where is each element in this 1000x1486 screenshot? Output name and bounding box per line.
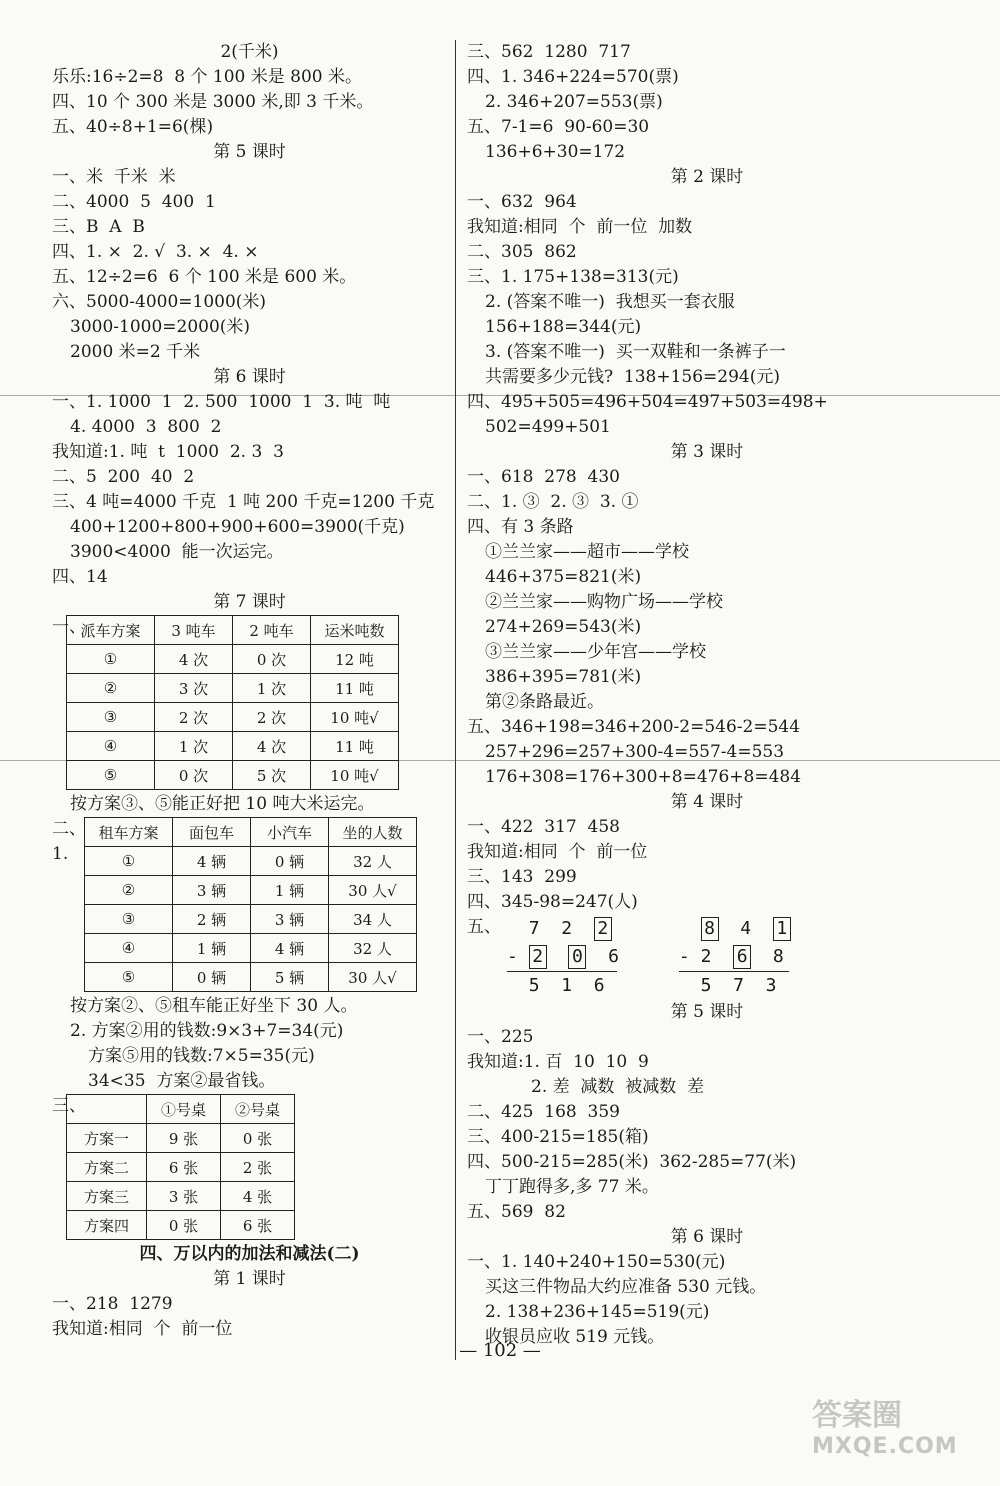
digit: 8	[772, 946, 784, 967]
section-heading: 第 1 课时	[213, 1269, 286, 1289]
table-cell: 2 次	[233, 703, 311, 732]
text-line: 四、500-215=285(米) 362-285=77(米)	[467, 1152, 797, 1172]
table-cell: 3 辆	[173, 876, 251, 905]
text-line: 34<35 方案②最省钱。	[88, 1071, 276, 1091]
section-heading: 第 5 课时	[670, 1002, 744, 1022]
table-cell: 3 吨车	[155, 616, 233, 645]
table-cell: 方案二	[67, 1153, 147, 1182]
text-line: 第②条路最近。	[485, 692, 604, 712]
digit: 2	[700, 946, 712, 967]
right-column	[467, 40, 947, 1350]
text-line: 2. 差 减数 被减数 差	[531, 1077, 705, 1097]
text-line: 一、1. 1000 1 2. 500 1000 1 3. 吨 吨	[52, 392, 391, 412]
text-line: 五、569 82	[467, 1202, 566, 1222]
table-cell: 小汽车	[251, 818, 329, 847]
text-line: 三、400-215=185(箱)	[467, 1127, 649, 1147]
table-cell: 3 辆	[251, 905, 329, 934]
text-line: 446+375=821(米)	[485, 567, 642, 587]
table-cell: 1 次	[155, 732, 233, 761]
table-block	[52, 817, 447, 992]
unit-heading-text: 四、万以内的加法和减法(二)	[139, 1244, 360, 1264]
table-cell: 0 张	[147, 1211, 221, 1240]
table-cell: ⑤	[85, 963, 173, 992]
text-line: 2. 方案②用的钱数:9×3+7=34(元)	[70, 1021, 344, 1041]
table-label: 一、	[52, 617, 86, 637]
text-line: 三、1. 175+138=313(元)	[467, 267, 679, 287]
text-line: 按方案②、⑤租车能正好坐下 30 人。	[70, 996, 358, 1016]
text-line: 五、7-1=6 90-60=30	[467, 117, 650, 137]
table-cell: 11 吨	[311, 732, 399, 761]
table-cell: 4 张	[221, 1182, 295, 1211]
text-line: 502=499+501	[485, 417, 611, 437]
text-line: ②兰兰家——购物广场——学校	[485, 592, 723, 612]
digit: 7	[528, 918, 540, 939]
watermark-line1: 答案圈	[812, 1398, 902, 1433]
table-cell: ③	[67, 703, 155, 732]
table-row	[85, 847, 417, 876]
text-line: 一、225	[467, 1027, 534, 1047]
table-cell: 2 张	[221, 1153, 295, 1182]
table-cell: 6 张	[221, 1211, 295, 1240]
table-row	[85, 876, 417, 905]
dispatch-table	[66, 615, 399, 790]
table-cell: 4 辆	[251, 934, 329, 963]
table-cell: 0 张	[221, 1124, 295, 1153]
subtraction-row	[507, 972, 619, 1000]
table-row	[67, 1124, 295, 1153]
text-line: 我知道:相同 个 前一位	[52, 1319, 233, 1339]
text-line: 三、562 1280 717	[467, 42, 631, 62]
text-line: 3. (答案不唯一) 买一双鞋和一条裤子一	[485, 342, 786, 362]
digit: 1	[561, 975, 573, 996]
digit: 3	[765, 975, 777, 996]
text-line: 一、422 317 458	[467, 817, 620, 837]
text-line: 我知道:相同 个 前一位	[467, 842, 648, 862]
text-line: 五、346+198=346+200-2=546-2=544	[467, 717, 801, 737]
text-line: 二、5 200 40 2	[52, 467, 195, 487]
table-cell	[67, 1095, 147, 1124]
digit: 7	[733, 975, 744, 996]
table-cell: 方案三	[67, 1182, 147, 1211]
table-header-row	[67, 1095, 295, 1124]
column-divider	[455, 40, 456, 1360]
rental-table	[84, 817, 417, 992]
text-line: 共需要多少元钱? 138+156=294(元)	[485, 367, 781, 387]
table-cell: 2 辆	[173, 905, 251, 934]
text-line: 四、1. 346+224=570(票)	[467, 67, 679, 87]
table-cell: 2 吨车	[233, 616, 311, 645]
digit: 5	[700, 975, 712, 996]
text-line: 二、4000 5 400 1	[52, 192, 216, 212]
table-cell: 32 人	[329, 847, 417, 876]
table-cell: ②	[67, 674, 155, 703]
subtraction-row	[507, 915, 619, 943]
text-line: 一、632 964	[467, 192, 577, 212]
text-line: 400+1200+800+900+600=3900(千克)	[70, 517, 405, 537]
text-line: 四、10 个 300 米是 3000 米,即 3 千米。	[52, 92, 374, 112]
table-cell: 30 人√	[329, 876, 417, 905]
subtraction-group	[507, 915, 791, 1000]
operator: -	[507, 946, 529, 967]
text-line: ①兰兰家——超市——学校	[485, 542, 689, 562]
text-line: 丁丁跑得多,多 77 米。	[485, 1177, 659, 1197]
subtraction-row	[507, 943, 619, 971]
table-block	[52, 1094, 447, 1240]
section-heading: 第 7 课时	[213, 592, 286, 612]
text-line: 二、425 168 359	[467, 1102, 620, 1122]
table-cell: 5 次	[233, 761, 311, 790]
digit: 6	[608, 946, 619, 967]
filled-digit-box: 1	[773, 917, 791, 941]
text-line: 收银员应收 519 元钱。	[485, 1327, 665, 1347]
desk-table	[66, 1094, 295, 1240]
table-cell: 面包车	[173, 818, 251, 847]
table-cell: 9 张	[147, 1124, 221, 1153]
table-cell: 坐的人数	[329, 818, 417, 847]
text-line: 我知道:相同 个 前一位 加数	[467, 217, 693, 237]
text-line: 我知道:1. 百 10 10 9	[467, 1052, 649, 1072]
text-line: 一、米 千米 米	[52, 167, 176, 187]
subtraction-row	[679, 943, 791, 971]
subtraction-row	[679, 915, 791, 943]
table-cell: 10 吨√	[311, 761, 399, 790]
text-line: 2. (答案不唯一) 我想买一套衣服	[485, 292, 735, 312]
table-row	[67, 645, 399, 674]
table-cell: 4 次	[155, 645, 233, 674]
digit: 2	[561, 918, 573, 939]
table-cell: 10 吨√	[311, 703, 399, 732]
text-line: 一、1. 140+240+150=530(元)	[467, 1252, 726, 1272]
table-cell: ②号桌	[221, 1095, 295, 1124]
table-cell: 34 人	[329, 905, 417, 934]
table-cell: ①号桌	[147, 1095, 221, 1124]
text-line: 四、1. × 2. √ 3. × 4. ×	[52, 242, 259, 262]
text-line: 386+395=781(米)	[485, 667, 642, 687]
text-line: 二、1. ③ 2. ③ 3. ①	[467, 492, 639, 512]
table-cell: ①	[85, 847, 173, 876]
text-line: 一、218 1279	[52, 1294, 173, 1314]
table-cell: 4 辆	[173, 847, 251, 876]
table-cell: 32 人	[329, 934, 417, 963]
text-line: 四、495+505=496+504=497+503=498+	[467, 392, 828, 412]
text-line: 四、345-98=247(人)	[467, 892, 638, 912]
table-block	[52, 615, 447, 790]
table-cell: 30 人√	[329, 963, 417, 992]
text-line: 五、40÷8+1=6(棵)	[52, 117, 214, 137]
text-line: 按方案③、⑤能正好把 10 吨大米运完。	[70, 794, 375, 814]
text-line: 136+6+30=172	[485, 142, 626, 162]
table-cell: 2 次	[155, 703, 233, 732]
text-line: 274+269=543(米)	[485, 617, 642, 637]
operator	[507, 975, 529, 996]
section-heading: 第 6 课时	[213, 367, 286, 387]
text-line: 257+296=257+300-4=557-4=553	[485, 742, 785, 762]
text-line: 我知道:1. 吨 t 1000 2. 3 3	[52, 442, 284, 462]
text-line: 四、有 3 条路	[467, 517, 574, 537]
vertical-subtraction-block	[467, 915, 947, 1000]
text-line: 三、143 299	[467, 867, 577, 887]
text-line: 买这三件物品大约应准备 530 元钱。	[485, 1277, 767, 1297]
table-row	[85, 934, 417, 963]
vertical-subtraction	[679, 915, 791, 1000]
table-cell: 派车方案	[67, 616, 155, 645]
operator	[507, 918, 529, 939]
table-cell: 0 辆	[251, 847, 329, 876]
left-column	[52, 40, 447, 1342]
text-line: 五、12÷2=6 6 个 100 米是 600 米。	[52, 267, 357, 287]
table-cell: 3 次	[155, 674, 233, 703]
text-line: 一、618 278 430	[467, 467, 620, 487]
table-cell: ④	[85, 934, 173, 963]
text-line: 五、	[467, 917, 501, 937]
text-line: 方案⑤用的钱数:7×5=35(元)	[88, 1046, 315, 1066]
table-cell: 4 次	[233, 732, 311, 761]
text-line: 4. 4000 3 800 2	[70, 417, 222, 437]
table-row	[67, 761, 399, 790]
table-cell: ①	[67, 645, 155, 674]
table-row	[67, 1211, 295, 1240]
text-line: 2(千米)	[220, 42, 279, 62]
table-row	[85, 905, 417, 934]
vertical-subtraction	[507, 915, 619, 1000]
operator	[679, 975, 701, 996]
unit-heading	[52, 1242, 447, 1267]
filled-digit-box: 2	[529, 945, 547, 969]
subtraction-row	[679, 972, 791, 1000]
operator	[679, 918, 701, 939]
table-cell: ⑤	[67, 761, 155, 790]
table-header-row	[85, 818, 417, 847]
table-cell: 3 张	[147, 1182, 221, 1211]
table-cell: 1 辆	[251, 876, 329, 905]
watermark-line2: MXQE.COM	[812, 1434, 958, 1459]
table-row	[67, 703, 399, 732]
filled-digit-box: 6	[733, 945, 751, 969]
digit: 4	[740, 918, 752, 939]
table-cell: 12 吨	[311, 645, 399, 674]
table-cell: 运米吨数	[311, 616, 399, 645]
section-heading: 第 5 课时	[213, 142, 286, 162]
table-row	[67, 1182, 295, 1211]
page-number: — 102 —	[459, 1340, 541, 1361]
text-line: 2. 138+236+145=519(元)	[485, 1302, 710, 1322]
filled-digit-box: 0	[568, 945, 586, 969]
table-label: 二、1.	[52, 819, 86, 864]
table-row	[67, 732, 399, 761]
table-cell: ③	[85, 905, 173, 934]
table-cell: 方案四	[67, 1211, 147, 1240]
text-line: 2000 米=2 千米	[70, 342, 201, 362]
text-line: ③兰兰家——少年宫——学校	[485, 642, 706, 662]
table-label: 三、	[52, 1096, 86, 1116]
section-heading: 第 2 课时	[670, 167, 744, 187]
table-cell: 1 次	[233, 674, 311, 703]
digit: 5	[528, 975, 540, 996]
text-line: 3000-1000=2000(米)	[70, 317, 251, 337]
table-cell: ④	[67, 732, 155, 761]
filled-digit-box: 8	[701, 917, 719, 941]
text-line: 二、305 862	[467, 242, 577, 262]
table-row	[67, 674, 399, 703]
text-line: 三、4 吨=4000 千克 1 吨 200 千克=1200 千克	[52, 492, 435, 512]
section-heading: 第 4 课时	[670, 792, 744, 812]
table-cell: ②	[85, 876, 173, 905]
operator: -	[678, 946, 701, 967]
table-cell: 11 吨	[311, 674, 399, 703]
text-line: 3900<4000 能一次运完。	[70, 542, 284, 562]
text-line: 四、14	[52, 567, 108, 587]
text-line: 六、5000-4000=1000(米)	[52, 292, 267, 312]
table-cell: 1 辆	[173, 934, 251, 963]
section-heading: 第 6 课时	[670, 1227, 744, 1247]
table-cell: 6 张	[147, 1153, 221, 1182]
text-line: 156+188=344(元)	[485, 317, 642, 337]
text-line: 2. 346+207=553(票)	[485, 92, 663, 112]
table-row	[67, 1153, 295, 1182]
filled-digit-box: 2	[594, 917, 612, 941]
table-cell: 0 次	[233, 645, 311, 674]
table-header-row	[67, 616, 399, 645]
digit: 6	[593, 975, 605, 996]
table-cell: 0 辆	[173, 963, 251, 992]
watermark-logo	[812, 1390, 982, 1460]
text-line: 乐乐:16÷2=8 8 个 100 米是 800 米。	[52, 67, 363, 87]
table-cell: 租车方案	[85, 818, 173, 847]
text-line: 176+308=176+300+8=476+8=484	[485, 767, 802, 787]
section-heading: 第 3 课时	[670, 442, 744, 462]
text-line: 三、B A B	[52, 217, 145, 237]
table-row	[85, 963, 417, 992]
table-cell: 方案一	[67, 1124, 147, 1153]
table-cell: 0 次	[155, 761, 233, 790]
table-cell: 5 辆	[251, 963, 329, 992]
